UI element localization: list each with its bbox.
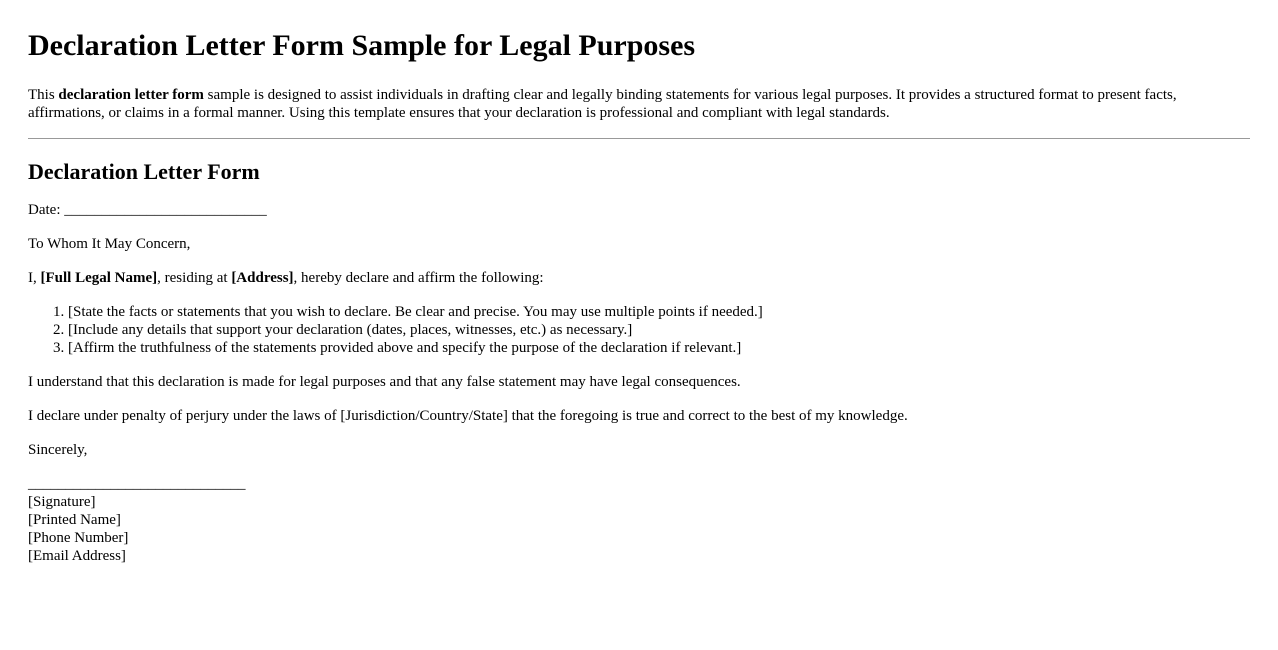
email-placeholder: [Email Address] bbox=[28, 548, 126, 564]
signature-line: _____________________________ bbox=[28, 476, 246, 492]
text: , hereby declare and affirm the following: bbox=[293, 270, 544, 286]
list-item: 1. [State the facts or statements that you wish to declare. Be clear and precise. You may use multiple points if needed.] bbox=[68, 303, 1250, 321]
intro-bold: declaration letter form bbox=[58, 87, 204, 103]
declaration-points bbox=[28, 303, 1250, 357]
understanding-statement: I understand that this declaration is made for legal purposes and that any false statement may have legal consequences. bbox=[28, 374, 741, 390]
text: I, bbox=[28, 270, 41, 286]
phone-placeholder: [Phone Number] bbox=[28, 530, 129, 546]
intro-text: sample is designed to assist individuals in drafting clear and legally binding statements for various legal purposes. It provides a structured format to present facts, affirmations, or claims in a formal manner. Using this template ensures that your declaration is professional and compliant with legal standards. bbox=[28, 87, 1177, 121]
intro-paragraph bbox=[28, 86, 1250, 122]
page-title: Declaration Letter Form Sample for Legal Purposes bbox=[28, 29, 696, 62]
address-placeholder: [Address] bbox=[231, 270, 294, 286]
list-item: 2. [Include any details that support your declaration (dates, places, witnesses, etc.) as necessary.] bbox=[68, 321, 1250, 339]
text: , residing at bbox=[157, 270, 232, 286]
salutation: To Whom It May Concern, bbox=[28, 236, 191, 252]
date-label: Date: bbox=[28, 202, 65, 218]
name-placeholder: [Full Legal Name] bbox=[40, 270, 158, 286]
date-blank: ___________________________ bbox=[64, 202, 267, 218]
printed-name-placeholder: [Printed Name] bbox=[28, 512, 121, 528]
date-line bbox=[28, 201, 1250, 219]
intro-text: This bbox=[28, 87, 59, 103]
signature-placeholder: [Signature] bbox=[28, 494, 96, 510]
list-item: 3. [Affirm the truthfulness of the statements provided above and specify the purpose of the declaration if relevant.] bbox=[68, 339, 1250, 357]
divider bbox=[28, 138, 1250, 139]
signature-block bbox=[28, 475, 1250, 565]
declaration-statement bbox=[28, 269, 1250, 287]
closing: Sincerely, bbox=[28, 442, 88, 458]
perjury-statement: I declare under penalty of perjury under the laws of [Jurisdiction/Country/State] that the foregoing is true and correct to the best of my knowledge. bbox=[28, 408, 908, 424]
form-heading: Declaration Letter Form bbox=[28, 159, 260, 184]
